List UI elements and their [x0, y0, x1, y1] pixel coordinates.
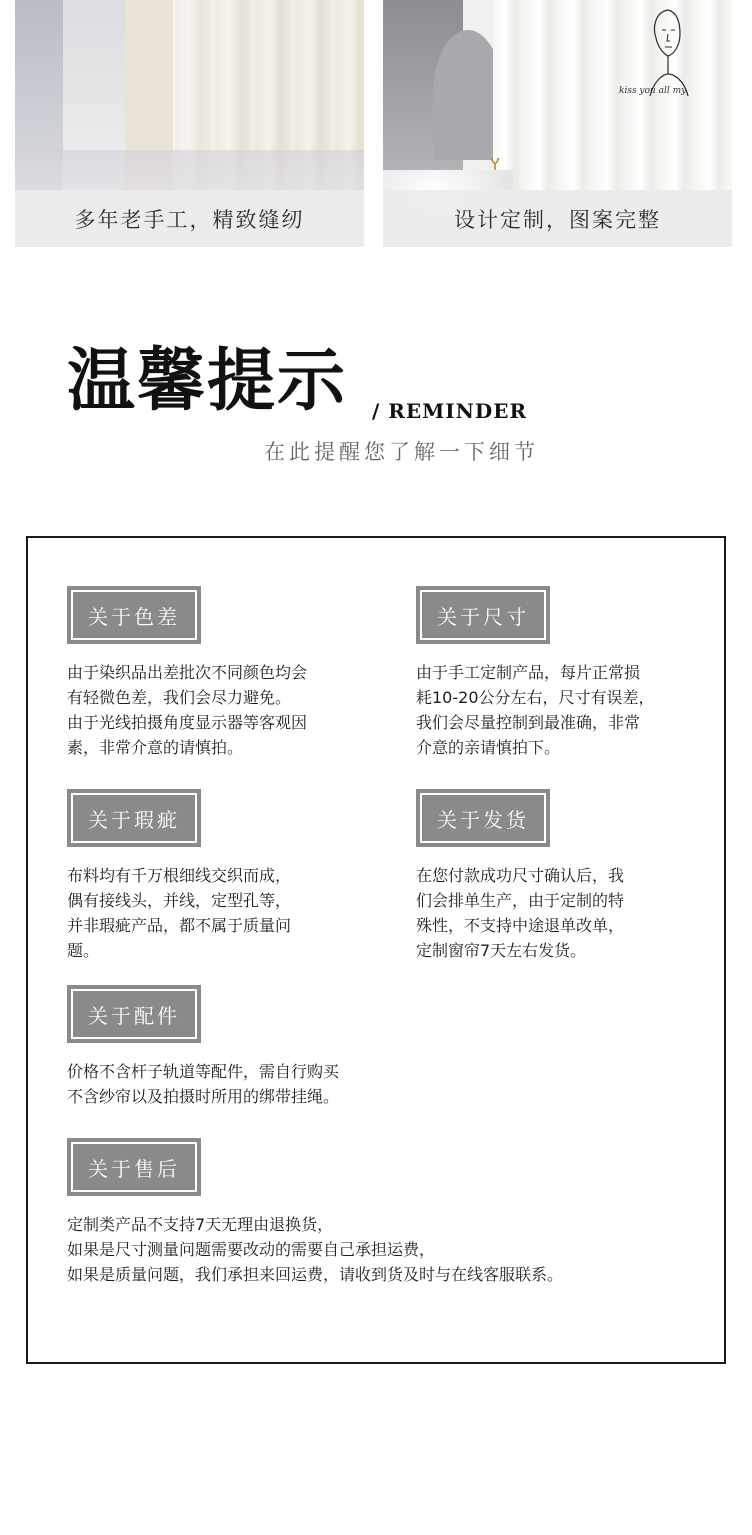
tag-label: 关于色差	[71, 590, 197, 640]
text-line: 有轻微色差，我们会尽力避免。	[67, 688, 292, 707]
accessories-text	[67, 1059, 339, 1109]
text-line: 殊性，不支持中途退单改单，	[416, 916, 625, 935]
text-line: 在您付款成功尺寸确认后，我	[416, 866, 625, 885]
tag-label: 关于售后	[71, 1142, 197, 1192]
tag-label: 关于尺寸	[420, 590, 546, 640]
color-difference-text	[67, 660, 307, 760]
text-line: 我们会尽量控制到最准确，非常	[416, 713, 641, 732]
text-line: 由于手工定制产品，每片正常损	[416, 663, 641, 682]
tag-flaw	[67, 789, 201, 847]
size-text	[416, 660, 655, 760]
photo-design	[383, 0, 732, 247]
tag-shipping	[416, 789, 550, 847]
tag-after-sale	[67, 1138, 201, 1196]
flaw-text	[67, 863, 291, 963]
script-text: kiss you all my	[619, 86, 687, 96]
face-line-art-icon	[638, 8, 698, 98]
photo-caption: 多年老手工，精致缝纫	[15, 190, 364, 247]
text-line: 由于染织品出差批次不同颜色均会	[67, 663, 308, 682]
tag-size	[416, 586, 550, 644]
text-line: 如果是质量问题，我们承担来回运费，请收到货及时与在线客服联系。	[67, 1265, 564, 1284]
tag-label: 关于瑕疵	[71, 793, 197, 843]
text-line: 不含纱帘以及拍摄时所用的绑带挂绳。	[67, 1087, 340, 1106]
text-line: 偶有接线头，并线，定型孔等，	[67, 891, 292, 910]
reminder-title: 温馨提示	[67, 342, 348, 421]
text-line: 耗10-20公分左右，尺寸有误差，	[416, 688, 655, 707]
tag-color-difference	[67, 586, 201, 644]
text-line: 素，非常介意的请慎拍。	[67, 738, 244, 757]
text-line: 题。	[67, 941, 100, 960]
photo-caption: 设计定制，图案完整	[383, 190, 732, 247]
text-line: 布料均有千万根细线交织而成，	[67, 866, 292, 885]
text-line: 们会排单生产，由于定制的特	[416, 891, 625, 910]
after-sale-text	[67, 1212, 563, 1287]
photo-handcraft	[15, 0, 364, 247]
text-line: 介意的亲请慎拍下。	[416, 738, 561, 757]
text-line: 价格不含杆子轨道等配件，需自行购买	[67, 1062, 340, 1081]
shipping-text	[416, 863, 624, 963]
tag-label: 关于发货	[420, 793, 546, 843]
text-line: 并非瑕疵产品，都不属于质量问	[67, 916, 292, 935]
text-line: 由于光线拍摄角度显示器等客观因	[67, 713, 308, 732]
tag-label: 关于配件	[71, 989, 197, 1039]
reminder-subtitle: 在此提醒您了解一下细节	[264, 440, 539, 464]
text-line: 如果是尺寸测量问题需要改动的需要自己承担运费，	[67, 1240, 436, 1259]
text-line: 定制窗帘7天左右发货。	[416, 941, 587, 960]
text-line: 定制类产品不支持7天无理由退换货，	[67, 1215, 334, 1234]
tag-accessories	[67, 985, 201, 1043]
reminder-english: / REMINDER	[372, 399, 528, 423]
